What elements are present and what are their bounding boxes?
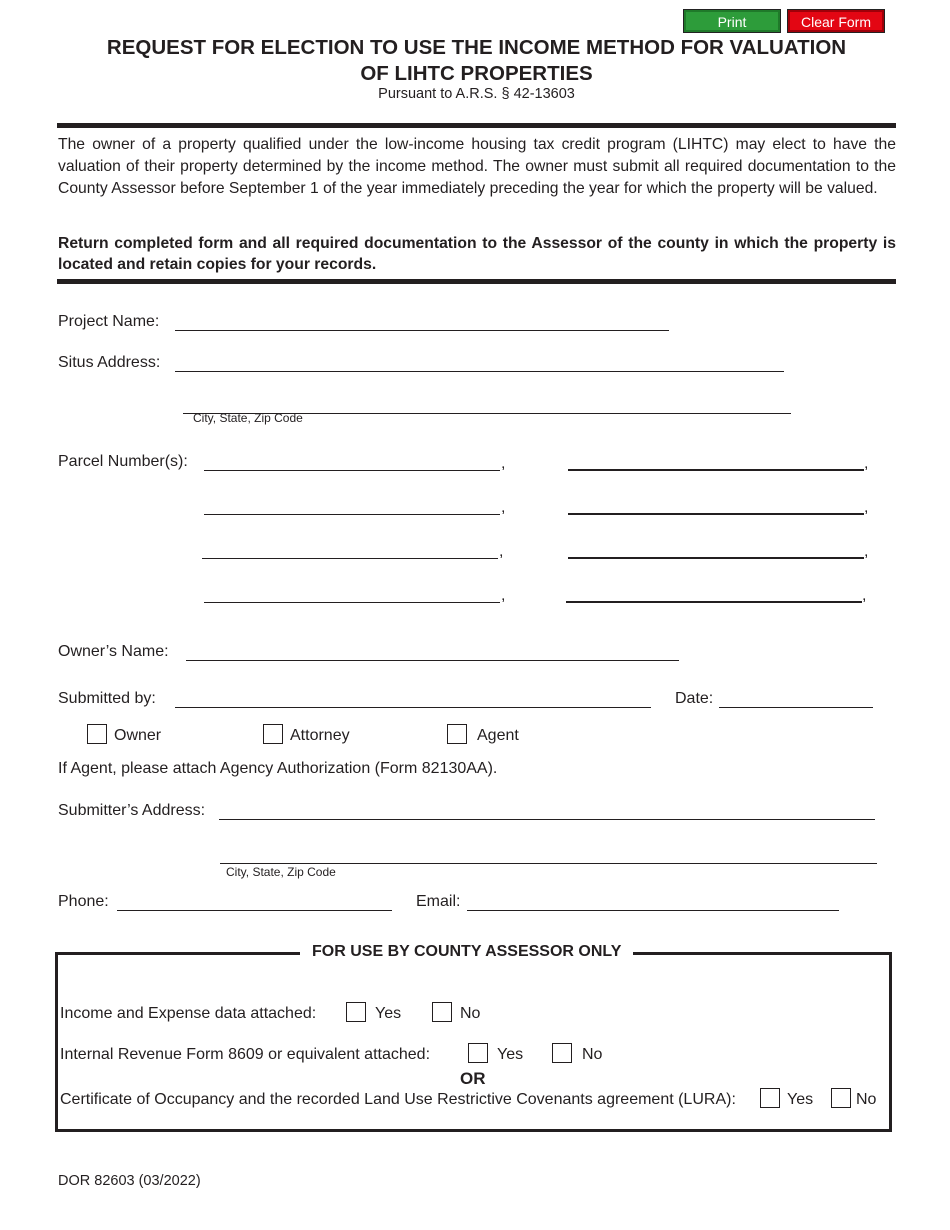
title-line-1: REQUEST FOR ELECTION TO USE THE INCOME METHOD FOR VALUATION [106,36,847,59]
date-field[interactable] [719,688,873,708]
phone-field[interactable] [117,891,392,911]
owners-name-field[interactable] [186,641,679,661]
lura-yes-label: Yes [787,1091,814,1108]
phone-label: Phone: [58,893,109,910]
intro-paragraph: The owner of a property qualified under the low-income housing tax credit program (LIHTC) may elect to have the valuation of their property determined by the income method. The owner must submit all required documentation to the County Assessor before September 1 of the year immediately preceding the year for which the property will be valued. [58,136,896,197]
parcel-number-field-2[interactable] [568,451,864,471]
agent-checkbox[interactable] [447,724,467,744]
lura-no-label: No [856,1091,877,1108]
agent-option-label: Agent [477,727,519,744]
situs-address-field[interactable] [175,352,784,372]
email-label: Email: [416,893,461,910]
lura-label: Certificate of Occupancy and the recorded Land Use Restrictive Covenants agreement (LURA): [60,1091,736,1108]
income-expense-no-label: No [460,1005,481,1022]
project-name-label: Project Name: [58,313,160,330]
parcel-comma: , [862,587,867,604]
parcel-comma: , [864,543,869,560]
parcel-comma: , [501,499,506,516]
form-id: DOR 82603 (03/2022) [58,1173,201,1189]
submitted-by-label: Submitted by: [58,690,156,707]
clear-form-button[interactable]: Clear Form [787,9,885,33]
parcel-number-field-6[interactable] [568,539,864,559]
title-line-2: OF LIHTC PROPERTIES [360,62,593,85]
attorney-option-label: Attorney [290,727,350,744]
parcel-comma: , [499,543,504,560]
attorney-checkbox[interactable] [263,724,283,744]
form-8609-label: Internal Revenue Form 8609 or equivalent attached: [60,1046,431,1063]
parcel-comma: , [864,455,869,472]
email-field[interactable] [467,891,839,911]
parcel-numbers-label: Parcel Number(s): [58,453,188,470]
form-8609-no-checkbox[interactable] [552,1043,572,1063]
parcel-comma: , [864,499,869,516]
parcel-comma: , [501,455,506,472]
agent-note: If Agent, please attach Agency Authorization (Form 82130AA). [58,760,498,777]
parcel-number-field-5[interactable] [202,539,498,559]
situs-address-label: Situs Address: [58,354,161,371]
income-expense-yes-label: Yes [375,1005,402,1022]
form-8609-yes-label: Yes [497,1046,524,1063]
date-label: Date: [675,690,714,707]
form-8609-yes-checkbox[interactable] [468,1043,488,1063]
project-name-field[interactable] [175,311,669,331]
section-divider [57,279,896,284]
submitter-city-state-zip-field[interactable] [220,844,877,864]
page-title [50,35,903,87]
top-divider [57,123,896,128]
lura-no-checkbox[interactable] [831,1088,851,1108]
form-8609-no-label: No [582,1046,603,1063]
print-button[interactable]: Print [683,9,781,33]
parcel-number-field-1[interactable] [204,451,500,471]
parcel-number-field-4[interactable] [568,495,864,515]
parcel-number-field-8[interactable] [566,583,862,603]
income-expense-label: Income and Expense data attached: [60,1005,317,1022]
income-expense-yes-checkbox[interactable] [346,1002,366,1022]
assessor-only-heading: FOR USE BY COUNTY ASSESSOR ONLY [300,943,633,961]
submitter-city-state-zip-caption: City, State, Zip Code [226,865,336,879]
submitter-address-label: Submitter’s Address: [58,802,206,819]
parcel-number-field-3[interactable] [204,495,500,515]
owners-name-label: Owner’s Name: [58,643,169,660]
submitted-by-field[interactable] [175,688,651,708]
lura-yes-checkbox[interactable] [760,1088,780,1108]
parcel-number-field-7[interactable] [204,583,500,603]
return-instruction: Return completed form and all required documentation to the Assessor of the county in which the property is located and retain copies for your records. [58,235,896,273]
page-subtitle: Pursuant to A.R.S. § 42-13603 [378,86,575,102]
submitter-address-field[interactable] [219,800,875,820]
situs-city-state-zip-caption: City, State, Zip Code [193,411,303,425]
parcel-comma: , [501,587,506,604]
owner-checkbox[interactable] [87,724,107,744]
income-expense-no-checkbox[interactable] [432,1002,452,1022]
or-separator: OR [460,1069,486,1088]
owner-option-label: Owner [114,727,162,744]
